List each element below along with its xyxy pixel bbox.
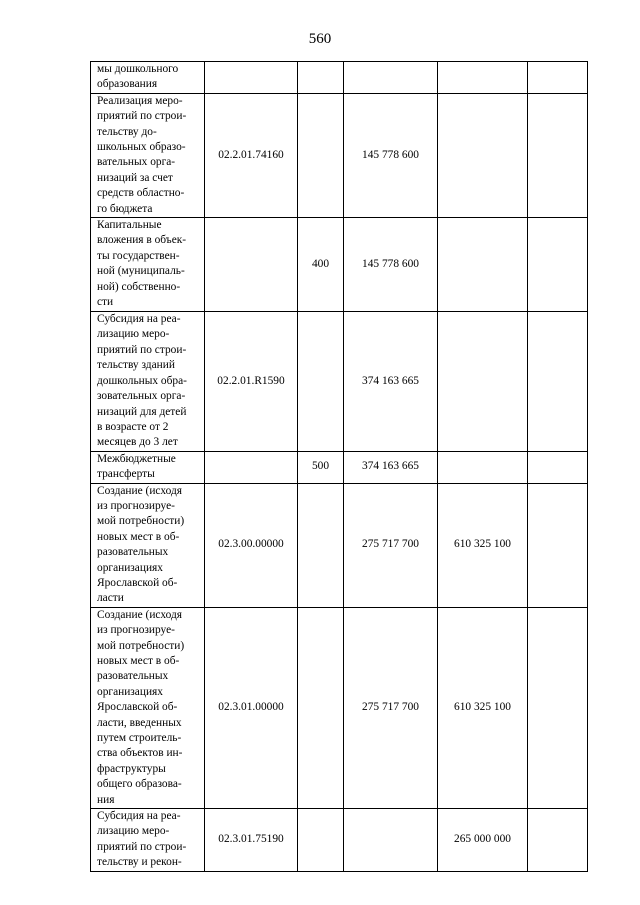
item-name-line: организациях [97,685,163,698]
item-name-line: зовательных орга- [97,390,186,403]
item-name-line: фраструктуры [97,762,166,775]
item-name-cell [91,312,205,452]
item-name-line: сти [97,296,114,309]
item-name-line: ты государствен- [97,249,180,262]
empty-cell [528,218,588,312]
item-name-line: путем строитель- [97,732,182,745]
empty-cell [528,93,588,217]
expense-type-cell: 400 [298,218,344,312]
amount-year-1-cell [344,809,438,872]
item-name-line: Реализация меро- [97,94,183,107]
item-name-line: низаций за счет [97,171,173,184]
empty-cell [528,809,588,872]
amount-year-1-cell: 145 778 600 [344,93,438,217]
item-name-line: Межбюджетные [97,452,176,465]
item-name-line: низаций для детей [97,405,187,418]
item-name-line: тельству и рекон- [97,856,182,869]
amount-year-1-cell: 374 163 665 [344,312,438,452]
expense-type-cell [298,607,344,808]
item-name-line: тельству зданий [97,359,175,372]
empty-cell [528,607,588,808]
table-row [91,93,588,217]
expense-type-cell [298,62,344,94]
item-name-cell [91,218,205,312]
expense-type-cell [298,483,344,607]
amount-year-1-cell: 374 163 665 [344,451,438,483]
item-name-line: Ярославской об- [97,701,178,714]
item-name-line: трансферты [97,468,155,481]
empty-cell [528,451,588,483]
item-name-line: тельству до- [97,125,157,138]
item-name-line: ства объектов ин- [97,747,183,760]
item-name-line: дошкольных обра- [97,374,187,387]
amount-year-2-cell [438,218,528,312]
amount-year-2-cell: 610 325 100 [438,607,528,808]
amount-year-2-cell: 610 325 100 [438,483,528,607]
item-name-line: ной) собственно- [97,280,181,293]
table-row [91,451,588,483]
item-name-line: го бюджета [97,202,153,215]
item-name-line: школьных образо- [97,141,186,154]
item-name-line: ной (муниципаль- [97,265,185,278]
item-name-line: приятий по строи- [97,110,187,123]
target-article-code-cell: 02.3.01.75190 [205,809,298,872]
table-row [91,218,588,312]
item-name-line: лизацию меро- [97,328,170,341]
target-article-code-cell: 02.2.01.74160 [205,93,298,217]
item-name-line: Капитальные [97,219,162,232]
budget-table [90,61,588,872]
item-name-line: Субсидия на реа- [97,810,181,823]
amount-year-2-cell: 265 000 000 [438,809,528,872]
empty-cell [528,483,588,607]
amount-year-2-cell [438,62,528,94]
amount-year-1-cell [344,62,438,94]
target-article-code-cell: 02.3.01.00000 [205,607,298,808]
item-name-cell [91,483,205,607]
item-name-line: организациях [97,561,163,574]
target-article-code-cell: 02.2.01.R1590 [205,312,298,452]
amount-year-1-cell: 145 778 600 [344,218,438,312]
target-article-code-cell: 02.3.00.00000 [205,483,298,607]
empty-cell [528,312,588,452]
item-name-line: приятий по строи- [97,343,187,356]
expense-type-cell [298,312,344,452]
item-name-cell [91,93,205,217]
item-name-line: новых мест в об- [97,655,180,667]
item-name-line: мой потребности) [97,639,185,652]
item-name-line: Субсидия на реа- [97,313,181,326]
page-number: 560 [308,31,332,47]
empty-cell [528,62,588,94]
amount-year-2-cell [438,312,528,452]
item-name-cell [91,62,205,94]
item-name-line: месяцев до 3 лет [97,436,178,449]
item-name-line: из прогнозируе- [97,624,175,637]
item-name-line: приятий по строи- [97,840,187,853]
item-name-cell [91,809,205,872]
item-name-cell [91,607,205,808]
amount-year-2-cell [438,451,528,483]
table-row [91,62,588,94]
item-name-line: ласти, введенных [97,716,182,729]
amount-year-2-cell [438,93,528,217]
item-name-line: вательных орга- [97,156,176,169]
item-name-line: ния [97,793,115,806]
table-row [91,312,588,452]
expense-type-cell: 500 [298,451,344,483]
item-name-line: разовательных [97,670,169,683]
item-name-line: лизацию меро- [97,825,170,838]
table-row [91,483,588,607]
target-article-code-cell [205,451,298,483]
item-name-line: Создание (исходя [97,484,182,497]
item-name-line: средств областно- [97,187,185,200]
item-name-line: Создание (исходя [97,608,182,621]
item-name-line: вложения в объек- [97,234,187,247]
item-name-line: в возрасте от 2 [97,420,169,433]
expense-type-cell [298,93,344,217]
item-name-line: образования [97,78,158,91]
item-name-line: ласти [97,592,124,605]
item-name-line: мой потребности) [97,515,185,528]
item-name-line: новых мест в об- [97,530,180,543]
budget-table-body [91,62,588,872]
expense-type-cell [298,809,344,872]
table-row [91,607,588,808]
item-name-cell [91,451,205,483]
table-row [91,809,588,872]
item-name-line: разовательных [97,546,169,559]
item-name-line: Ярославской об- [97,576,178,589]
item-name-line: из прогнозируе- [97,499,175,512]
amount-year-1-cell: 275 717 700 [344,483,438,607]
item-name-line: мы дошкольного [97,63,179,75]
amount-year-1-cell: 275 717 700 [344,607,438,808]
target-article-code-cell [205,62,298,94]
item-name-line: общего образова- [97,778,182,791]
target-article-code-cell [205,218,298,312]
